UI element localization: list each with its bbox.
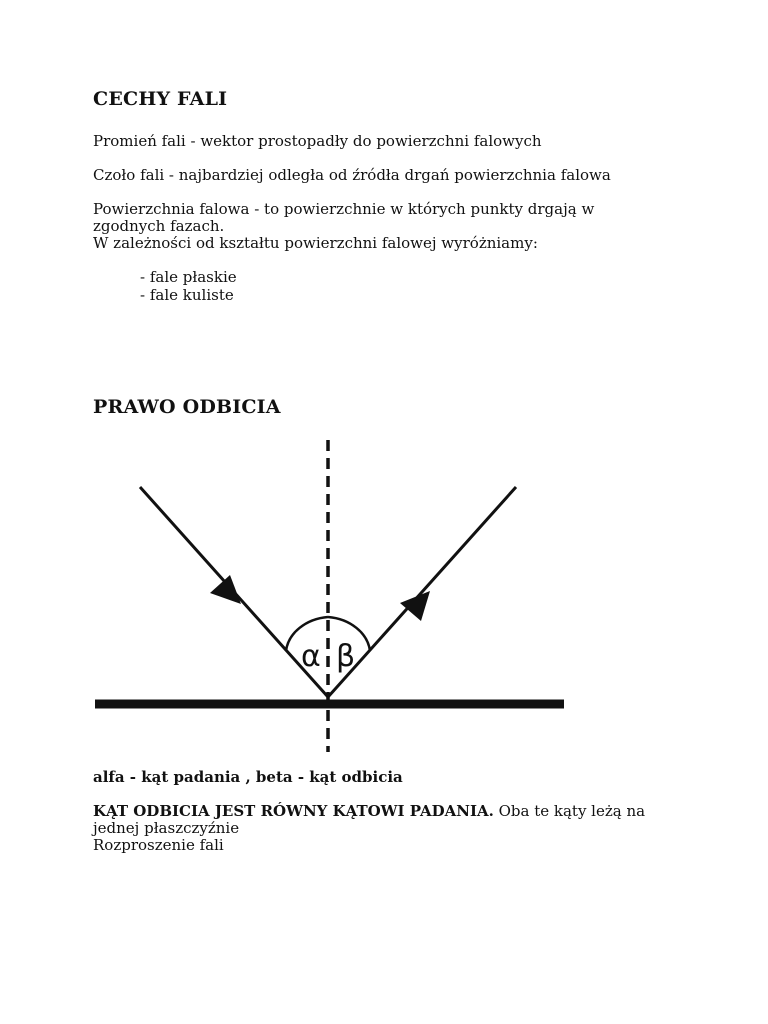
reflection-law-rest: Oba te kąty leżą na	[493, 802, 646, 820]
reflection-diagram	[0, 430, 768, 760]
section-title-reflection-law: PRAWO ODBICIA	[93, 396, 281, 418]
reflected-arrowhead	[400, 591, 430, 621]
alpha-label: α	[301, 639, 321, 674]
wave-surface-definition-line2: zgodnych fazach.	[93, 217, 225, 235]
wave-front-definition: Czoło fali - najbardziej odległa od źródła drgań powierzchnia falowa	[93, 166, 611, 184]
wave-classification-intro: W zależności od kształtu powierzchni falowej wyróżniamy:	[93, 234, 538, 252]
diagram-caption: alfa - kąt padania , beta - kąt odbicia	[93, 768, 403, 786]
list-item-plane-waves: - fale płaskie	[140, 268, 237, 286]
reflection-law-bold: KĄT ODBICIA JEST RÓWNY KĄTOWI PADANIA.	[93, 802, 494, 820]
wave-ray-definition: Promień fali - wektor prostopadły do powierzchni falowych	[93, 132, 542, 150]
incident-arrowhead	[210, 575, 241, 604]
wave-scattering-text: Rozproszenie fali	[93, 836, 224, 854]
wave-surface-definition-line1: Powierzchnia falowa - to powierzchnie w których punkty drgają w	[93, 200, 595, 218]
reflection-law-statement	[93, 803, 645, 820]
list-item-spherical-waves: - fale kuliste	[140, 286, 234, 304]
section-title-wave-features: CECHY FALI	[93, 88, 228, 110]
reflected-ray	[328, 487, 516, 697]
beta-label: β	[336, 639, 356, 674]
reflection-law-line2: jednej płaszczyźnie	[93, 819, 240, 837]
